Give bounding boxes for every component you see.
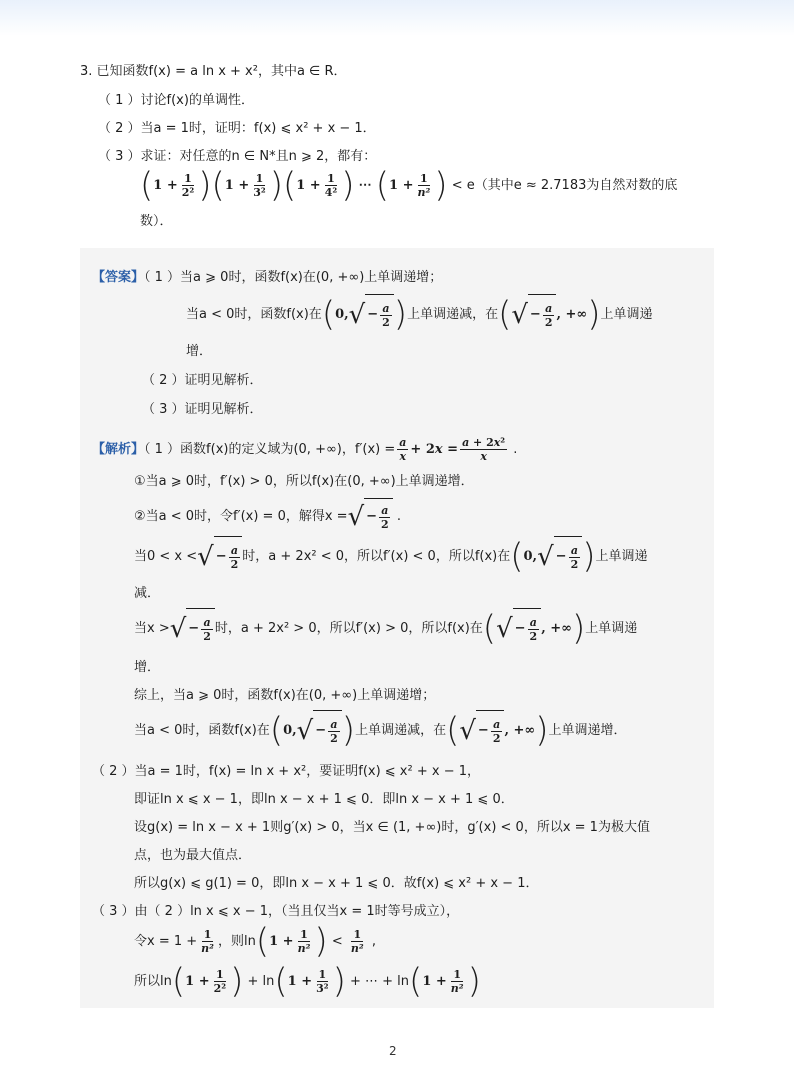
analysis-line-13: 点，也为最大值点． xyxy=(134,848,252,863)
analysis-line-17: 所以ln(1 + $\frac{1}{\text{2²}}$ ) + ln(1 + $\frac{1}{\text{3²}}$ ) + ⋯ + ln(1 + $\frac{1}{\text{n²}}$ ) xyxy=(134,961,481,1002)
answer-line-1: 【答案】（ 1 ）当a ⩾ 0时，函数f(x)在(0, +∞)上单调递增； xyxy=(92,270,443,285)
problem-part-3-end: 数）． xyxy=(140,214,173,229)
analysis-line-16: 令x = 1 + $\frac{1}{\text{n²}}$ ，则ln(1 + $\frac{1}{\text{n²}}$ ) < $\frac{1}{\text{n²}}$ , xyxy=(134,921,376,962)
analysis-line-4: 当0 < x < √ − $\frac{a}{2}$ 时，a + 2x² < 0，所以f′(x) < 0，所以f(x)在(0, √ − $\frac{a}{2}$ )上单调递 xyxy=(134,536,648,577)
answer-line-2: （ 2 ）证明见解析． xyxy=(142,373,263,388)
answer-line-1b: 当a < 0时，函数f(x)在(0, √ − $\frac{a}{2}$ )上单调递减，在( √ − $\frac{a}{2}$ , +∞)上单调递 xyxy=(186,294,653,335)
answer-line-3: （ 3 ）证明见解析． xyxy=(142,402,263,417)
analysis-tag: 【解析】 xyxy=(92,442,145,457)
analysis-line-14: 所以g(x) ⩽ g(1) = 0，即ln x − x + 1 ⩽ 0．故f(x) ⩽ x² + x − 1． xyxy=(134,876,539,891)
analysis-line-11: 即证ln x ⩽ x − 1，即ln x − x + 1 ⩽ 0．即ln x − x + 1 ⩽ 0． xyxy=(134,792,514,807)
product-tail: < e（其中e ≈ 2.7183为自然对数的底 xyxy=(451,178,678,193)
product-inequality: (1 + $\frac{1}{\text{2²}}$ )(1 + $\frac{1}{\text{3²}}$ )(1 + $\frac{1}{\text{4²}}$ ) ⋯ (1 + $\frac{1}{\text{n²}}$ ) < e（其中e ≈ 2.7183为自然对数的底 xyxy=(140,165,678,206)
problem-part-2: （ 2 ）当a = 1时，证明：f(x) ⩽ x² + x − 1． xyxy=(98,121,376,136)
page-number: 2 xyxy=(389,1044,397,1058)
header-band xyxy=(0,0,794,36)
answer-tag: 【答案】 xyxy=(92,270,145,285)
analysis-line-2: ①当a ⩾ 0时，f′(x) > 0，所以f(x)在(0, +∞)上单调递增． xyxy=(134,474,474,489)
analysis-line-1: 【解析】（ 1 ）函数f(x)的定义域为(0, +∞)，f′(x) = $\frac{a}{x}$ + 2x = $\frac{\text{a + 2x²}}{x}$ . xyxy=(92,436,518,463)
analysis-line-3: ②当a < 0时，令f′(x) = 0，解得x = √ − $\frac{a}{2}$ . xyxy=(134,498,401,535)
analysis-line-7: 增． xyxy=(134,660,161,675)
analysis-line-5: 减． xyxy=(134,586,161,601)
problem-part-3: （ 3 ）求证：对任意的n ∈ N*且n ⩾ 2，都有： xyxy=(98,149,377,164)
analysis-line-6: 当x > √ − $\frac{a}{2}$ 时，a + 2x² > 0，所以f′(x) > 0，所以f(x)在( √ − $\frac{a}{2}$ , +∞)上单调递 xyxy=(134,608,638,649)
problem-part-1: （ 1 ）讨论f(x)的单调性． xyxy=(98,93,254,108)
analysis-line-8: 综上，当a ⩾ 0时，函数f(x)在(0, +∞)上单调递增； xyxy=(134,688,436,703)
analysis-line-9: 当a < 0时，函数f(x)在(0, √ − $\frac{a}{2}$ )上单调递减，在( √ − $\frac{a}{2}$ , +∞)上单调递增． xyxy=(134,710,627,751)
analysis-line-10: （ 2 ）当a = 1时，f(x) = ln x + x²，要证明f(x) ⩽ x² + x − 1， xyxy=(92,764,480,779)
answer-line-1c: 增． xyxy=(186,344,213,359)
analysis-line-15: （ 3 ）由（ 2 ）ln x ⩽ x − 1，（当且仅当x = 1时等号成立）， xyxy=(92,904,460,919)
problem-statement: 3. 已知函数f(x) = a ln x + x²，其中a ∈ R． xyxy=(80,64,347,79)
analysis-line-12: 设g(x) = ln x − x + 1则g′(x) > 0，当x ∈ (1, +∞)时，g′(x) < 0，所以x = 1为极大值 xyxy=(134,820,650,835)
